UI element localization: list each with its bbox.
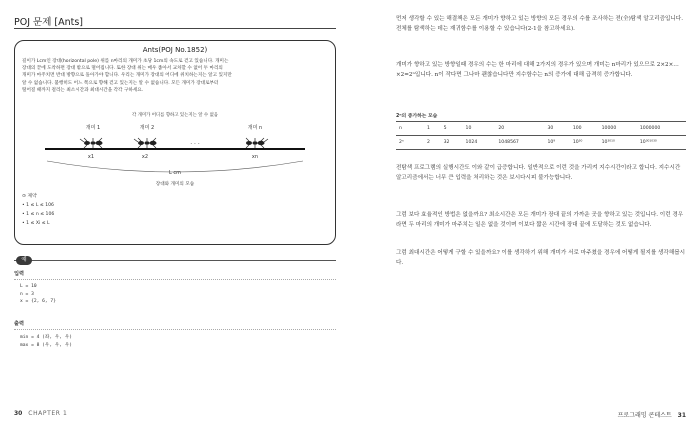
ant-label-2: 개미 2 (139, 125, 155, 131)
right-page-number: 31 (677, 412, 686, 419)
output-rule (14, 329, 336, 330)
table-cell: 10³⁰ (570, 136, 599, 150)
paragraph-3: 전탐색 프로그램의 실행시간도 이와 같이 급증합니다. 일반적으로 이런 것을 가리켜 지수시간이라고 합니다. 지수시간 알고리즘에서는 너무 큰 입력을 처리하는 것은 보시다시피 불가능합니다. (396, 165, 681, 182)
table-cell: 32 (441, 136, 463, 150)
table-cell: 10 (463, 122, 496, 136)
paragraph-2: 개미가 향하고 있는 방향일때 경우의 수는 한 마리에 대해 2가지의 경우가 있으며 개미는 n마리가 있으므로 2×2×… ×2=2ⁿ입니다. n이 작다면 그나마 괜찮습니다만 지수함수는 n의 증가에 대해 급격히 증가합니다. (396, 62, 679, 79)
position-xn: xn (251, 154, 259, 160)
table-cell: 20 (495, 122, 544, 136)
table-cell: 2 (424, 136, 441, 150)
table-cell: 1000000 (637, 122, 686, 136)
table-row (396, 136, 686, 150)
paragraph-1: 먼저 생각할 수 있는 해결책은 모든 개미가 향하고 있는 방향의 모든 경우의 수를 조사하는 전(全)탐색 알고리즘입니다. 전체를 탐색하는 데는 재귀함수를 이용할 수 있습니다(2-1을 참고하세요). (396, 16, 683, 33)
left-footer (14, 410, 67, 417)
table-title: 2ⁿ의 증가하는 모습 (396, 114, 438, 119)
problem-body: 길이가 Lcm인 장대(horizontal pole) 위를 n마리의 개미가 초당 1cm의 속도로 걷고 있습니다. 개미는 장대의 끝에 도착하면 장대 밖으로 떨어집니다. 또한 장대 위는 매우 좁아서 교차할 수 없어 두 마리의 개미가 마주치면 반대 방향으로 돌아가야 합니다. 우리는 개미가 장대의 어디에 위치하는지는 알고 있지만 알 수 없습니다. 불행히도 어느 쪽으로 향해 걷고 있는지는 알 수 없습니다. 모든 개미가 장대로부터 떨어질 때까지 걸리는 최소시간과 최대시간을 각각 구하세요. (22, 59, 232, 93)
table-cell: 30 (544, 122, 569, 136)
ant-2-icon (134, 138, 157, 148)
section-title: POJ 문제 [Ants] (14, 17, 84, 28)
table-cell: 100 (570, 122, 599, 136)
position-x1: x1 (87, 154, 95, 160)
input-rule (14, 279, 336, 280)
ant-1-icon (80, 138, 103, 148)
right-page (350, 0, 700, 435)
growth-table (396, 121, 686, 150)
ant-label-n: 개미 n (247, 125, 263, 131)
left-page-number: 30 (14, 410, 23, 417)
ant-label-1: 개미 1 (85, 125, 101, 131)
input-block: L = 10 n = 3 x = {2, 6, 7} (20, 284, 56, 305)
output-block: min = 4 (좌, 우, 우) max = 8 (우, 우, 우) (20, 335, 73, 348)
position-x2: x2 (141, 154, 149, 160)
table-cell: 10⁹ (544, 136, 569, 150)
length-label: L cm (169, 170, 181, 176)
table-cell: 10³⁰¹⁰ (599, 136, 637, 150)
table-cell: 1024 (463, 136, 496, 150)
right-footer (618, 410, 686, 419)
constraint-item: • 1 ≤ Xi ≤ L (22, 221, 50, 226)
paragraph-4: 그럼 보다 효율적인 방법은 없을까요? 최소시간은 모든 개미가 장대 끝의 가까운 곳을 향하고 있는 것입니다. 이런 경우라면 두 마리의 개미가 마주치는 일은 없을 것이며 이보다 짧은 시간에 장대 끝에 도달하는 것도 없습니다. (396, 212, 684, 229)
table-row-label: n (396, 122, 424, 136)
table-cell: 10000 (599, 122, 637, 136)
table-row-label: 2ⁿ (396, 136, 424, 150)
figure-caption: 각 개미가 어디를 향하고 있는지는 알 수 없음 (131, 113, 219, 118)
table-cell: 1 (424, 122, 441, 136)
problem-title: Ants(POJ No.1852) (142, 46, 208, 54)
example-rule (14, 260, 336, 261)
figure-dots: · · · (190, 141, 200, 148)
chapter-label: CHAPTER 1 (28, 410, 68, 417)
constraint-heading: ⊙ 제약 (22, 194, 37, 199)
book-title-label: 프로그래밍 콘테스트 (617, 412, 672, 419)
table-cell: 1048567 (495, 136, 544, 150)
output-heading: 출력 (14, 321, 25, 327)
table-row (396, 122, 686, 136)
input-heading: 입력 (14, 271, 25, 277)
figure-subtitle: 장대와 개미의 모습 (155, 182, 195, 187)
constraint-item: • 1 ≤ n ≤ 106 (22, 212, 55, 217)
constraint-list (22, 201, 54, 228)
pole (45, 148, 305, 150)
section-title-rule (14, 28, 336, 29)
constraint-item: • 1 ≤ L ≤ 106 (22, 203, 54, 208)
ant-n-icon (246, 138, 268, 148)
paragraph-5: 그럼 최대시간은 어떻게 구할 수 있을까요? 이를 생각하기 위해 개미가 서로 마주쳤을 경우에 어떻게 될지를 생각해봅시다. (396, 250, 686, 267)
table-cell: 5 (441, 122, 463, 136)
problem-box (14, 40, 336, 245)
table-cell: 10³⁰¹⁰³⁰ (637, 136, 686, 150)
example-badge: 예 (16, 256, 32, 265)
